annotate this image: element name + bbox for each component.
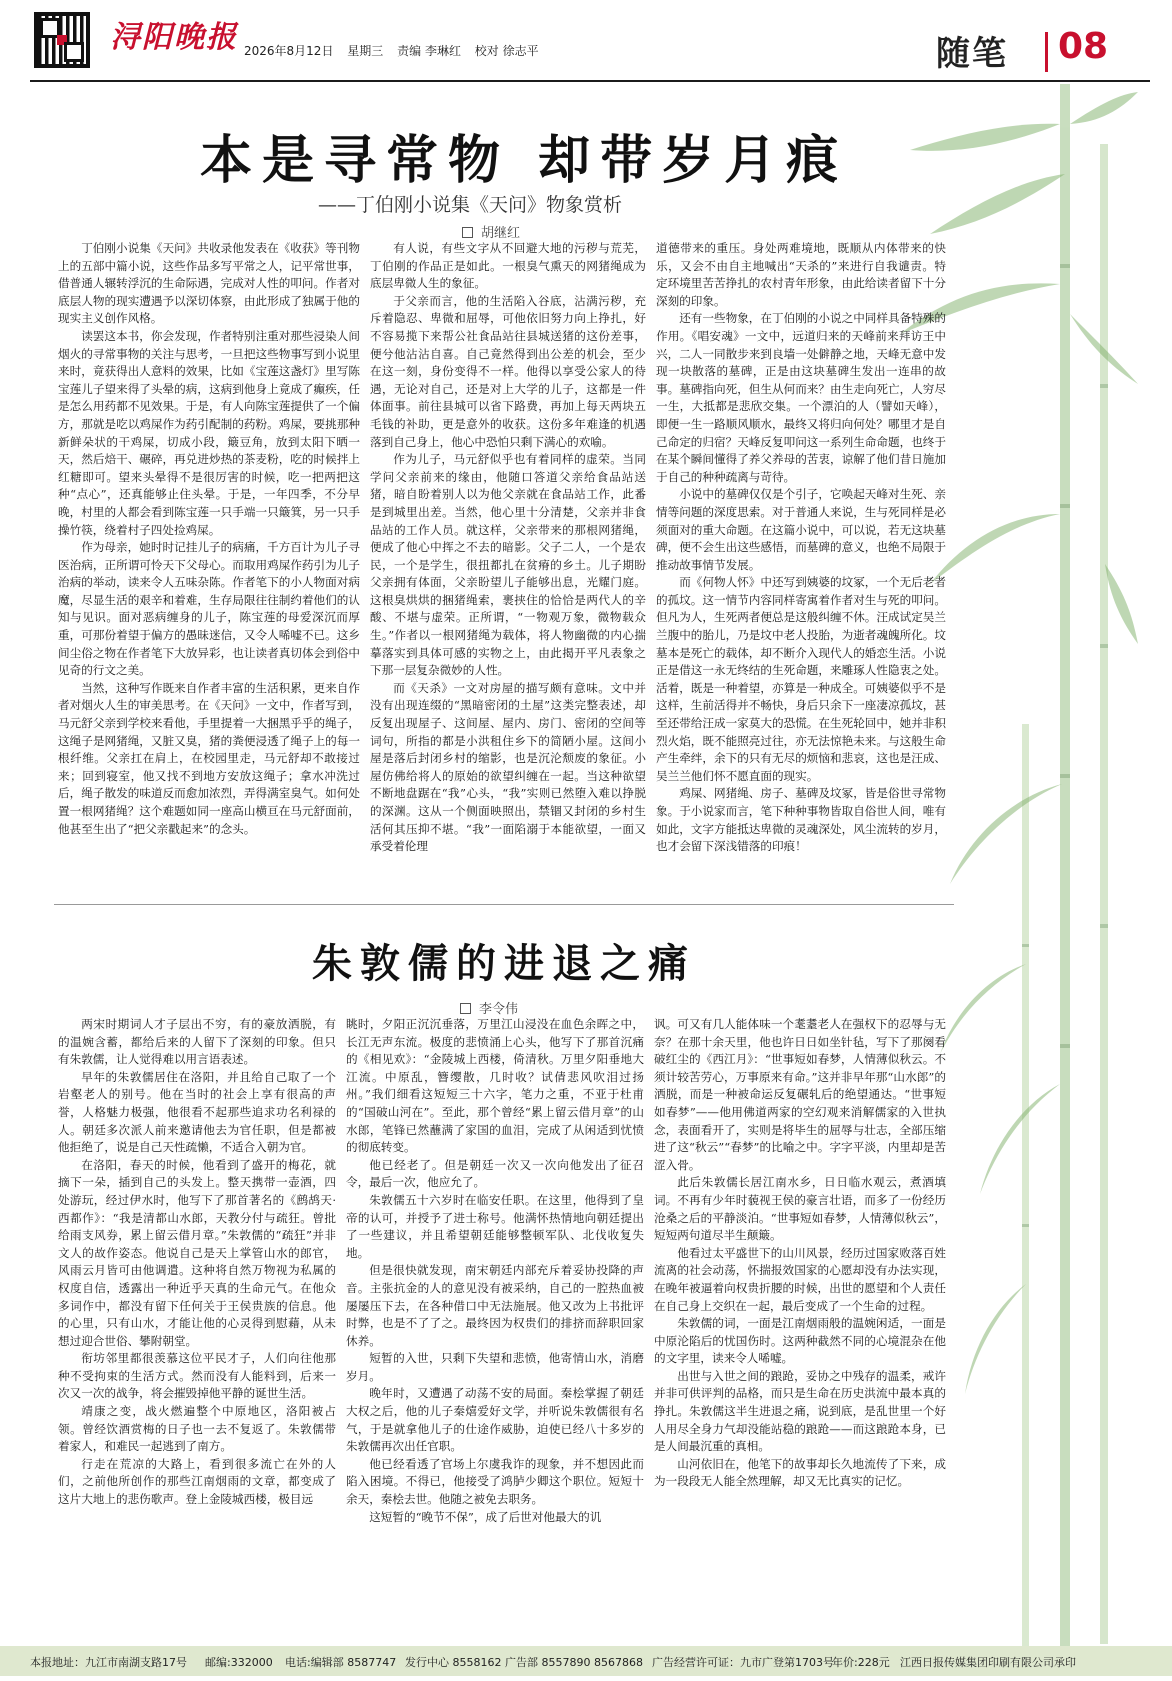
paragraph: 晚年时，又遭遇了动荡不安的局面。秦桧掌握了朝廷大权之后，他的儿子秦熺爱好文学，并听说朱敦儒很有名气，于是就拿他儿子的仕途作威胁，迫使已经八十多岁的朱敦儒再次出任官职。	[346, 1386, 644, 1454]
editor-credit: 责编 李琳红	[397, 44, 461, 58]
article1-column-3	[656, 240, 946, 894]
page-number: 08	[1058, 26, 1109, 67]
paragraph: 他已经老了。但是朝廷一次又一次向他发出了征召令，最后一次，他应允了。	[346, 1157, 644, 1190]
paragraph: 但是很快就发现，南宋朝廷内部充斥着妥协投降的声音。主张抗金的人的意见没有被采纳，自己的一腔热血被屡屡压下去，在各种借口中无法施展。他又改为上书批评时弊，也是不了了之。最终因为权贵们的排挤而辞职回家休养。	[346, 1263, 644, 1348]
article1-column-1	[58, 240, 360, 894]
paragraph: 在洛阳，春天的时候，他看到了盛开的梅花，就摘下一朵，插到自己的头发上。整天携带一壶酒，四处游玩，经过伊水时，他写下了那首著名的《鹧鸪天·西都作》：“我是清都山水郎，天教分付与疏狂。曾批给雨支风券，累上留云借月章。”朱敦儒的“疏狂”并非文人的故作姿态。他说自己是天上掌管山水的郎官，风雨云月皆可由他调遣。这种将自然万物视为私属的权度自信，透露出一种近乎天真的生命元气。在他众多词作中，都没有留下任何关于王侯贵族的信息。他的心里，只有山水，才能让他的心灵得到慰藉，从未想过迎合世俗、攀附朝堂。	[58, 1157, 336, 1348]
page-footer	[0, 1646, 1172, 1676]
article2-column-3	[654, 1016, 946, 1630]
article2-column-2	[346, 1016, 644, 1630]
article2-column-1	[58, 1016, 336, 1630]
article2-author: 李令伟	[479, 1002, 519, 1017]
paragraph: 有人说，有些文字从不回避大地的污秽与荒芜，丁伯刚的作品正是如此。一根臭气熏天的网猪绳成为底层卑微人生的象征。	[370, 241, 646, 291]
paragraph: 衔坊邻里都很羡慕这位平民才子，人们向往他那种不受拘束的生活方式。然而没有人能料到，后来一次又一次的战争，将会摧毁掉他平静的诞世生活。	[58, 1351, 336, 1401]
article-divider	[54, 904, 954, 905]
paragraph: 当然，这种写作既来自作者丰富的生活积累，更来自作者对烟火人生的审美思考。在《天问》一文中，作者写到，马元舒父亲到学校来看他，手里提着一大捆黑乎乎的绳子，这绳子是网猪绳，又脏又臭，猪的粪便浸透了绳子上的每一根纤维。父亲扛在肩上，在校园里走，马元舒却不敢接过来；回到寝室，他又找不到地方安放这绳子；拿水冲洗过后，绳子散发的味道反而愈加浓烈，弄得满室臭气。如何处置一根网猪绳？这个难题如同一座高山横亘在马元舒面前，他甚至生出了“把父亲戳起来”的念头。	[58, 680, 360, 836]
article1-title: 本是寻常物 却带岁月痕	[200, 130, 849, 191]
proofreader-credit: 校对 徐志平	[474, 44, 539, 58]
paragraph: 作为儿子，马元舒似乎也有着同样的虚荣。当同学问父亲前来的缘由，他随口答道父亲给食品站送猪，暗自盼着别人以为他父亲就在食品站工作，此番是到城里出差。当然，他心里十分清楚，父亲并非食品站的工作人员。就这样，父亲带来的那根网猪绳，便成了他心中挥之不去的暗影。父子二人，一个是农民，一个是学生，很扭都扎在贫瘠的乡土。儿子期盼父亲拥有体面，父亲盼望儿子能够出息，光耀门庭。这根臭烘烘的捆猪绳索，裹挟住的恰恰是两代人的辛酸、不堪与虚荣。正所谓，“一物观万象，微物载众生。”作者以一根网猪绳为载体，将人物幽微的内心揣摹落实到具体可感的实物之上，由此揭开平凡表象之下那一层复杂微妙的人性。	[370, 452, 646, 678]
paragraph: 道德带来的重压。身处两难境地，既顺从内体带来的快乐，又会不由自主地喊出“天杀的”来进行自我谴责。特定环境里苦苦挣扎的农村青年形象，由此给读者留下十分深刻的印象。	[656, 241, 946, 308]
paragraph: 朱敦儒五十六岁时在临安任职。在这里，他得到了皇帝的认可，并授予了进士称号。他满怀热情地向朝廷提出了一些建议，并且希望朝廷能够整顿军队、北伐收复失地。	[346, 1192, 644, 1260]
article1-column-2	[370, 240, 646, 894]
paragraph: 行走在荒凉的大路上，看到很多流亡在外的人们，之前他所创作的那些江南烟雨的文章，都变成了这片大地上的悲伤歌声。登上金陵城西楼，极目远	[58, 1456, 336, 1507]
paragraph: 他看过太平盛世下的山川风景，经历过国家败落百姓流离的社会动荡，怀揣报效国家的心愿却没有办法实现，在晚年被逼着向权贵折腰的时候，出世的愿望和个人责任在自己身上交织在一起，最后变成了一个生命的过程。	[654, 1245, 946, 1313]
paragraph: 出世与入世之间的踉跄，妥协之中残存的温柔，戒许并非可供评判的品格，而只是生命在历史洪流中最本真的挣扎。朱敦儒这半生进退之痛，说到底，是乱世里一个好人用尽全身力气却没能站稳的踉跄——而这踉跄本身，已是人间最沉重的真相。	[654, 1368, 946, 1454]
article2-title: 朱敦儒的进退之痛	[312, 940, 696, 987]
article2-byline	[460, 998, 518, 1017]
issue-info	[244, 42, 549, 59]
footer-price: 年价:228元	[832, 1656, 890, 1669]
article1-byline	[462, 222, 520, 241]
paragraph: 讽。可又有几人能体味一个耄耋老人在强权下的忍辱与无奈？在那十余天里，他也许日日如坐针毡，写下了那阕看破红尘的《西江月》：“世事短如春梦，人情薄似秋云。不须计较苦劳心，万事原来有命。”这并非早年那“山水郎”的洒脱，而是一种被命运反复碾轧后的绝望通达。“世事短如春梦”——他用佛道两家的空幻观来消解儒家的入世执念，表面看开了，实则是将毕生的屈辱与壮志，全部压缩进了这“秋云”“春梦”的比喻之中。字字平淡，内里却是苦涩入骨。	[654, 1017, 946, 1172]
paragraph: 鸡屎、网猪绳、房子、墓碑及坟冢，皆是俗世寻常物象。于小说家而言，笔下种种事物皆取自俗世人间，唯有如此，文字方能抵达卑微的灵魂深处，风尘流转的岁月，也才会留下深浅错落的印痕！	[656, 786, 946, 854]
footer-ads: 广告部 8557890 8567868	[505, 1656, 643, 1669]
footer-license: 广告经营许可证：九市广登第1703号	[652, 1656, 834, 1669]
paragraph: 山河依旧在，他笔下的故事却长久地流传了下来，成为一段段无人能全然理解，却又无比真实的记忆。	[654, 1456, 946, 1489]
paragraph: 作为母亲，她时时记挂儿子的病痛，千方百计为儿子寻医治病，正所谓可怜天下父母心。而取用鸡屎作药引为儿子治病的举动，读来令人五味杂陈。作者笔下的小人物面对病魔，尽显生活的艰辛和着难，生存局限往往制约着他们的认知与见识。面对恶病缠身的儿子，陈宝莲的母爱深沉而厚重，可那份着望于偏方的愚昧迷信，又令人唏嘘不已。这乡间尘俗之物在作者笔下大放异彩，也让读者真切体会到俗中见奇的行文之美。	[58, 540, 360, 678]
paragraph: 小说中的墓碑仅仅是个引子，它唤起天峰对生死、亲情等问题的深度思索。对于普通人来说，生与死同样是必须面对的重大命题。在这篇小说中，可以说，若无这块墓碑，便不会生出这些感悟，而墓碑的意义，也绝不局限于推动故事情节发展。	[656, 487, 946, 572]
paragraph: 而《天杀》一文对房屋的描写颇有意味。文中并没有出现连缀的“黑暗密闭的土屋”这类完整表述，却反复出现屋子、这间屋、屋内、房门、密闭的空间等词句，所指的都是小洪租住乡下的简陋小屋。这间小屋是落后封闭乡村的缩影，也是沉沦颓废的象征。小屋仿佛给将人的原始的欲望纠缠在一起。当这种欲望不断地盘踞在“我”心头，“我”实则已然堕入难以挣脱的深渊。这从一个侧面映照出，禁锢又封闭的乡村生活何其压抑不堪。“我”一面陷溺于本能欲望，一面又承受着伦理	[370, 680, 646, 854]
paragraph: 靖康之变，战火燃遍整个中原地区，洛阳被占领。曾经饮酒赏梅的日子也一去不复返了。朱敦儒带着家人，和难民一起逃到了南方。	[58, 1404, 336, 1454]
paragraph: 他已经看透了官场上尔虞我诈的现象，并不想因此而陷入困境。不得已，他接受了鸿胪少卿这个职位。短短十余天，秦桧去世。他随之被免去职务。	[346, 1456, 644, 1507]
header-rule	[30, 80, 1150, 82]
paragraph: 此后朱敦儒长居江南水乡，日日临水观云，煮酒填词。不再有少年时藐视王侯的豪言壮语，而多了一份经历沧桑之后的平静淡泊。“世事短如春梦，人情薄似秋云”，短短两句道尽半生颠簸。	[654, 1175, 946, 1243]
byline-box-icon	[460, 1003, 471, 1014]
byline-box-icon	[462, 227, 473, 238]
paragraph: 于父亲而言，他的生活陷入谷底，沾满污秽，充斥着隐忍、卑微和屈辱，可他依旧努力向上挣扎，好不容易揽下来帮公社食品站往县城送猪的这份差事，便兮他沾沾自喜。自己竟然得到出公差的机会，至少在这一刻，身份变得不一样。他得以享受公家人的待遇，无论对自己，还是对上大学的儿子，这都是一件体面事。前往县城可以省下路费，再加上每天两块五毛钱的补助，更是意外的收获。这份多年难逢的机遇落到自己身上，他心中恐怕只剩下满心的欢喻。	[370, 293, 646, 449]
paragraph: 还有一些物象，在丁伯刚的小说之中同样具备特殊的作用。《唱安魂》一文中，远道归来的天峰前来拜访王中兴，二人一同散步来到良墙一处僻静之地，天峰无意中发现一块散落的墓碑，正是由这块墓碑生发出一连串的故事。墓碑指向死，但生从何而来？由生走向死亡，人穷尽一生，大抵都是悲欣交集。一个漂泊的人（譬如天峰），即便一生一路顺风顺水，最终又将归向何处？哪里才是自己命定的归宿？天峰反复叩问这一系列生命命题，也终于在某个瞬间懂得了养父养母的苦衷，谅解了他们昔日施加于自己的种种疏离与苛待。	[656, 311, 946, 484]
section-title: 随笔	[936, 34, 1008, 74]
article1-author: 胡继红	[481, 226, 521, 241]
footer-phone: 电话:编辑部 8587747	[285, 1656, 397, 1669]
footer-printer: 江西日报传媒集团印刷有限公司承印	[900, 1656, 1076, 1669]
paragraph: 早年的朱敦儒居住在洛阳，并且给自己取了一个岩壑老人的别号。他在当时的社会上享有很高的声誉，人格魅力极强，他很看不起那些追求功名利禄的人。朝廷多次派人前来邀请他去为官任职，但是都被他拒绝了，说是自己天性疏懒，不适合入朝为官。	[58, 1069, 336, 1155]
section-divider	[1045, 32, 1048, 72]
qr-code-icon[interactable]	[34, 12, 90, 68]
paragraph: 这短暂的“晚节不保”，成了后世对他最大的讥	[369, 1509, 602, 1524]
issue-date: 2026年8月12日	[244, 44, 334, 58]
paragraph: 丁伯刚小说集《天问》共收录他发表在《收获》等刊物上的五部中篇小说，这些作品多写平常之人，记平常世事，借普通人辗转浮沉的生命际遇，完成对人性的叩问。作者对底层人物的现实遭遇予以深切体察，由此形成了独属于他的现实主义创作风格。	[58, 241, 360, 326]
footer-distribution: 发行中心 8558162	[405, 1656, 502, 1669]
footer-address: 本报地址：九江市南湖支路17号	[30, 1656, 187, 1669]
masthead	[30, 8, 1150, 80]
paragraph: 短暂的入世，只剩下失望和悲愤，他寄情山水，消磨岁月。	[346, 1351, 644, 1383]
footer-postcode: 邮编:332000	[205, 1656, 273, 1669]
article1-subtitle: ——丁伯刚小说集《天问》物象赏析	[318, 194, 623, 216]
paragraph: 而《何物人怀》中还写到姨婆的坟冢，一个无后老者的孤坟。这一情节内容同样寄寓着作者对生与死的叩问。但凡为人，生死两者便总是这般纠缠不休。汪成试定吴兰兰腹中的胎儿，乃是坟中老人投胎，为逝者魂魄所化。坟墓本是死亡的载体，却不断介入现代人的婚恋生活。小说正是借这一永无终结的生死命题，来雕琢人性隐衷之处。活着，既是一种着望，亦算是一种成全。可姨婆似乎不是这样，生前活得并不畅快，身后只余下一座凄凉孤坟，甚至还带给汪成一家莫大的恐慌。在生死轮回中，她并非积烈火焰，既不能照亮过往，亦无法惊艳未来。与这般生命产生牵绊，余下的只有无尽的烦恼和悲哀，这也是汪成、吴兰兰他们怀不愿直面的现实。	[656, 575, 946, 783]
paragraph: 眺时，夕阳正沉沉垂落，万里江山浸没在血色余晖之中，长江无声东流。极度的悲愤涌上心头，他写下了那首沉痛的《相见欢》：“金陵城上西楼，倚清秋。万里夕阳垂地大江流。中原乱，簪缨散，几时收？试倩悲风吹泪过扬州。”我们细看这短短三十六字，笔力之重，不亚于杜甫的“国破山河在”。至此，那个曾经“累上留云借月章”的山水郎，笔锋已然蘸满了家国的血泪，完成了从闲适到忧愤的彻底转变。	[346, 1017, 644, 1155]
paragraph: 朱敦儒的词，一面是江南烟雨般的温婉闲适，一面是中原沦陷后的忧国伤时。这两种截然不同的心境混杂在他的文字里，读来令人唏嘘。	[654, 1316, 946, 1366]
issue-weekday: 星期三	[347, 44, 384, 58]
newspaper-logo: 浔阳晚报	[110, 20, 238, 55]
paragraph: 两宋时期词人才子层出不穷，有的豪放洒脱，有的温婉含蓄，都给后来的人留下了深刻的印象。但只有朱敦儒，让人觉得难以用言语表述。	[58, 1017, 336, 1067]
paragraph: 读罢这本书，你会发现，作者特别注重对那些浸染人间烟火的寻常事物的关注与思考，一旦把这些物事写到小说里来时，竟获得出人意料的效果，比如《宝莲这盏灯》里写陈宝莲儿子望来得了头晕的病，这病到他身上竟成了癫疾，任是怎么用药都不见效果。于是，有人向陈宝莲提供了一个偏方，那就是吃以鸡屎作为药引配制的药粉。鸡屎，要挑那种新鲜朵状的干鸡屎，切成小段，簸豆角，放到太阳下晒一天，然后焙干、碾碎，再兑进炒热的茶麦粉，吃的时候拌上红糖即可。望来头晕得不是很厉害的时候，吃一把两把这种“点心”，还真能够止住头晕。于是，一年四季，不分早晚，村里的人都会看到陈宝莲一只手端一只簸箕，另一只手操竹筷，绕着村子四处捡鸡屎。	[58, 328, 360, 537]
